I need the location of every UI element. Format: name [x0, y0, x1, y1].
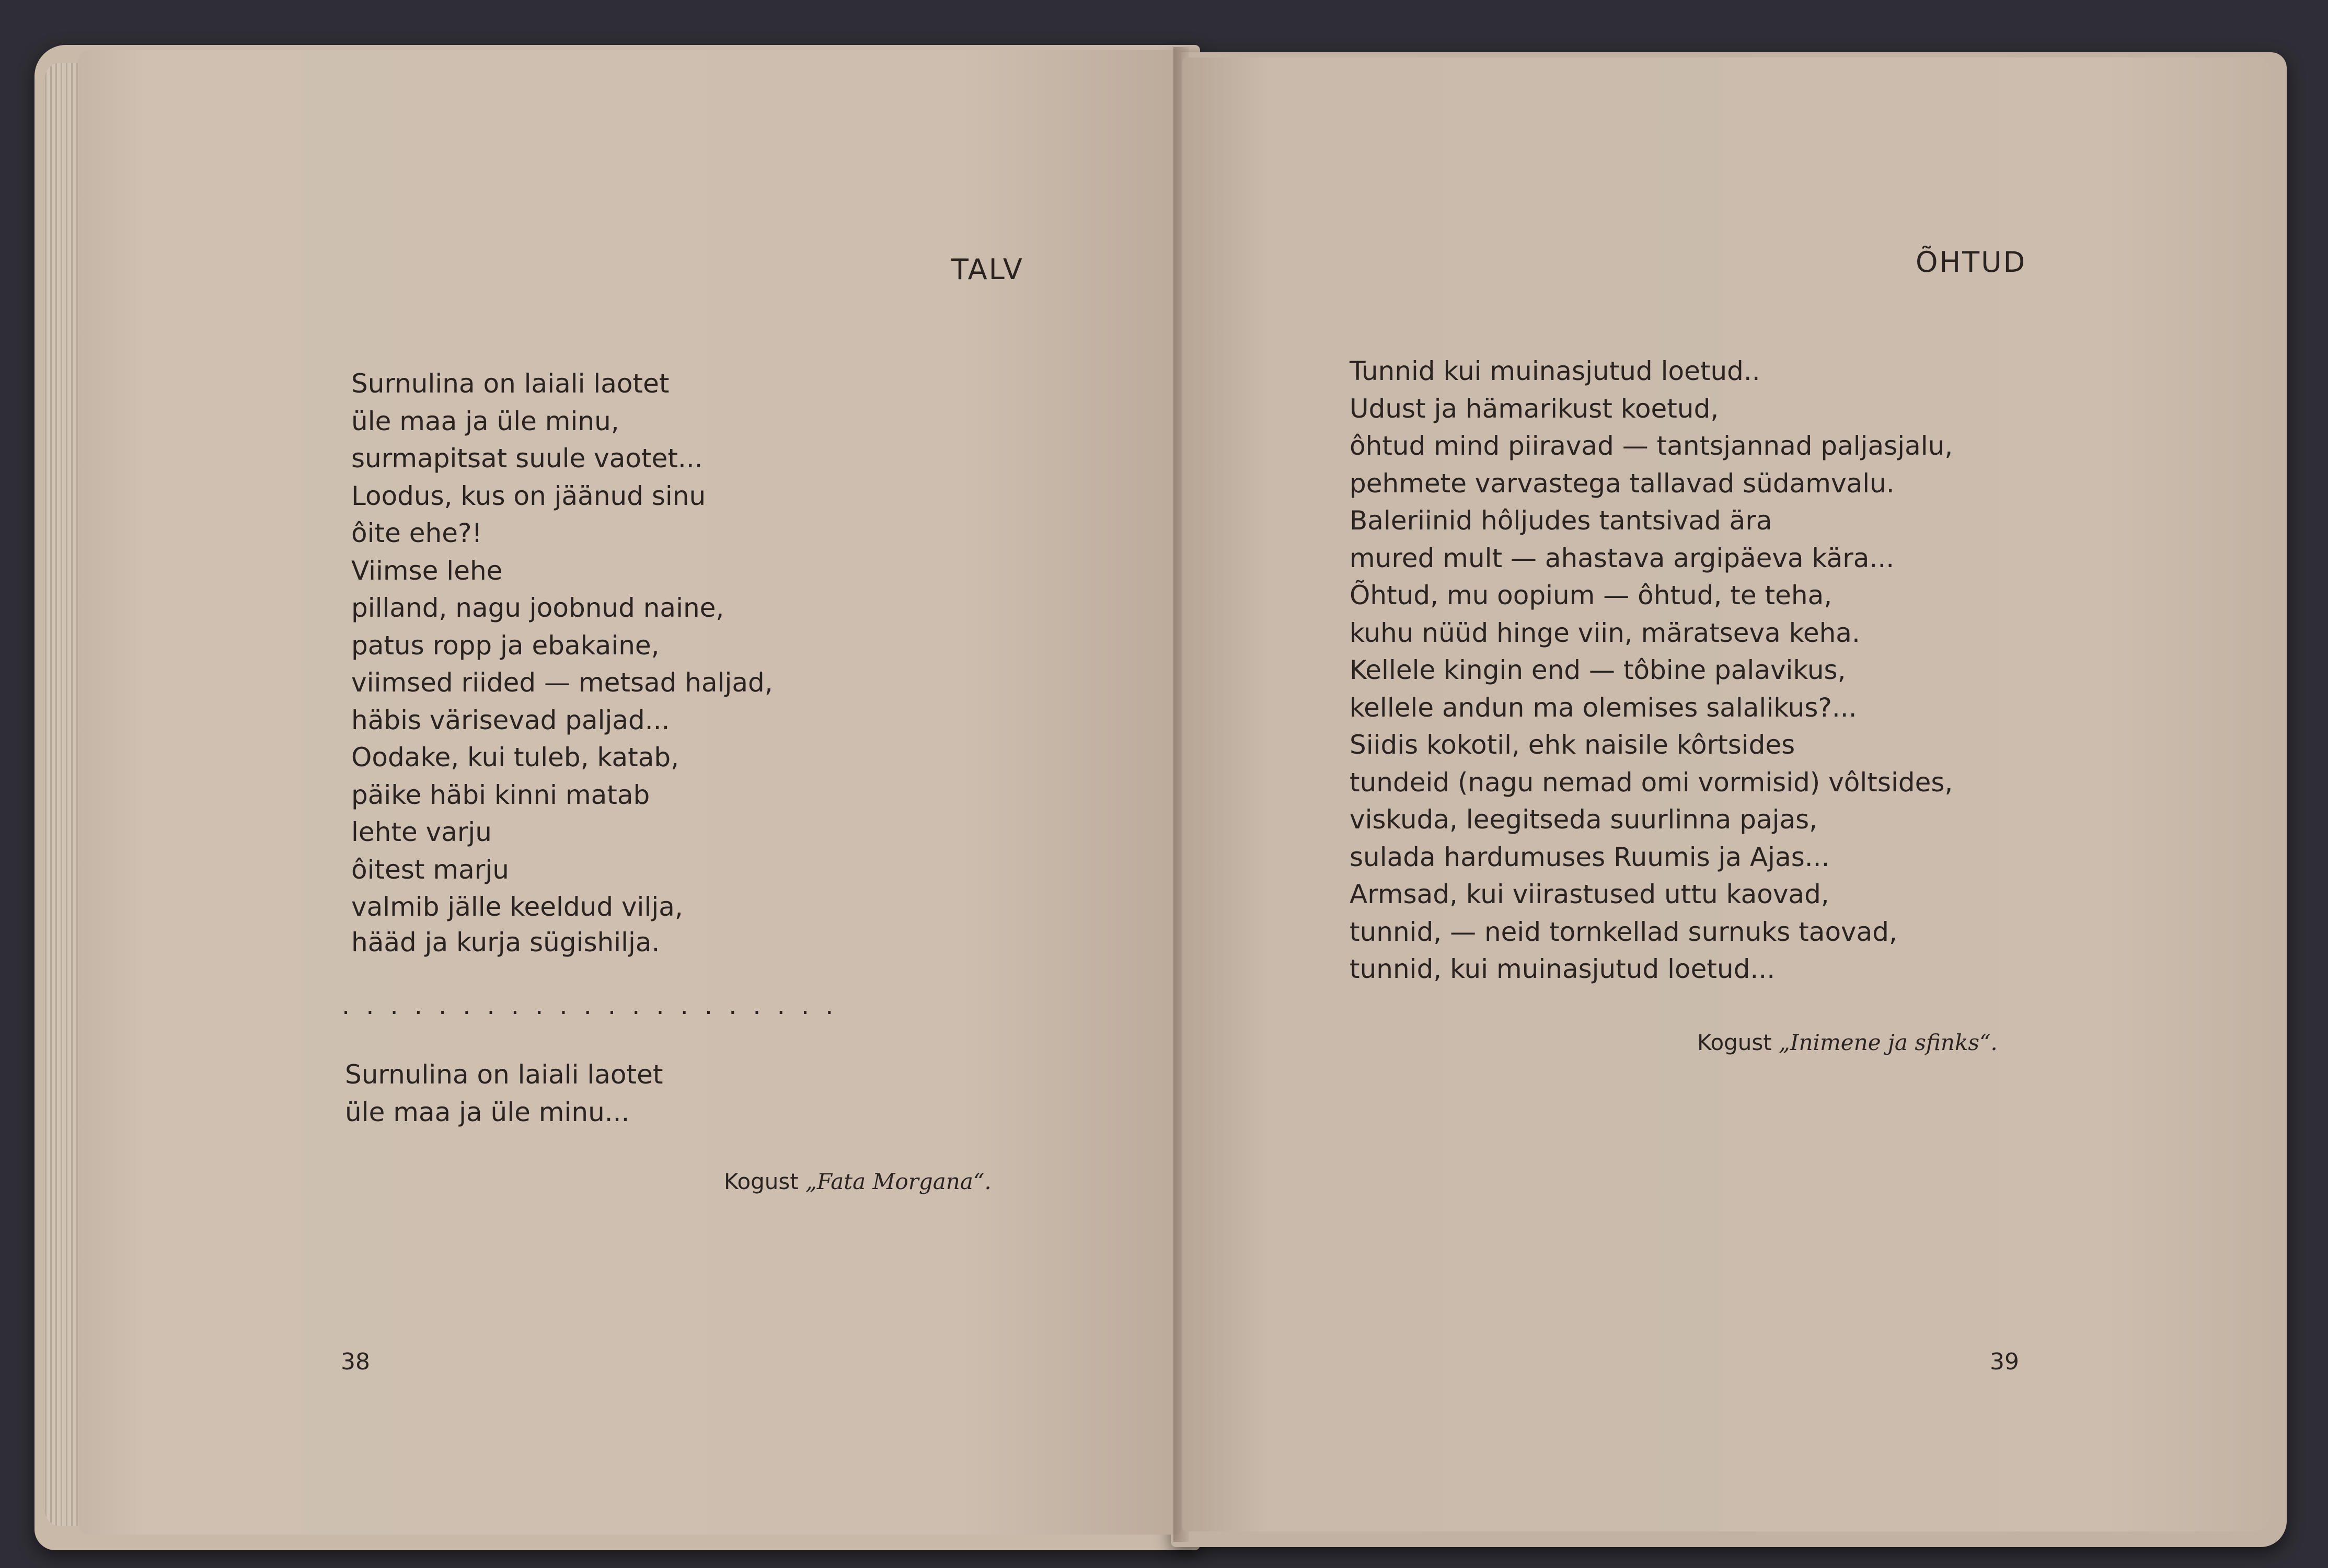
poem-line: Kellele kingin end — tôbine palavikus, — [1350, 655, 1846, 685]
poem-line: Tunnid kui muinasjutud loetud.. — [1350, 356, 1760, 386]
page-number: 39 — [1990, 1348, 2019, 1375]
poem-line: Udust ja hämarikust koetud, — [1350, 393, 1719, 424]
poem-line: Baleriinid hôljudes tantsivad ära — [1350, 505, 1772, 536]
poem-line: Oodake, kui tuleb, katab, — [351, 742, 679, 773]
poem-line: Surnulina on laiali laotet — [345, 1059, 663, 1090]
poem-title-talv: TALV — [951, 253, 1024, 286]
poem-ohtud — [1350, 353, 1953, 988]
poem-line: Loodus, kus on jäänud sinu — [351, 480, 706, 511]
poem-line: häbis värisevad paljad... — [351, 705, 670, 735]
poem-line: patus ropp ja ebakaine, — [351, 630, 660, 661]
poem-line: tunnid, kui muinasjutud loetud... — [1350, 954, 1776, 984]
poem-line: Siidis kokotil, ehk naisile kôrtsides — [1350, 730, 1795, 760]
poem-line: viskuda, leegitseda suurlinna pajas, — [1350, 804, 1818, 835]
poem-talv-stanza-2 — [345, 1056, 663, 1131]
poem-line: tundeid (nagu nemad omi vormisid) vôltsides, — [1350, 767, 1953, 798]
poem-line: surmapitsat suule vaotet... — [351, 443, 703, 474]
source-title: „Inimene ja sfinks“. — [1779, 1030, 1998, 1055]
source-title: „Fata Morgana“. — [805, 1169, 992, 1194]
poem-line: ôhtud mind piiravad — tantsjannad paljasjalu, — [1350, 431, 1953, 461]
poem-line: kellele andun ma olemises salalikus?... — [1350, 692, 1857, 723]
poem-line: pehmete varvastega tallavad südamvalu. — [1350, 468, 1895, 499]
poem-line: Viimse lehe — [351, 555, 503, 586]
left-page — [78, 50, 1181, 1535]
source-attribution — [1697, 1030, 1998, 1055]
poem-line: päike häbi kinni matab — [351, 779, 650, 810]
stanza-separator: ..................... — [342, 991, 850, 1020]
poem-line: Surnulina on laiali laotet — [351, 368, 670, 399]
poem-line: Armsad, kui viirastused uttu kaovad, — [1350, 879, 1829, 909]
page-edges — [45, 63, 82, 1526]
poem-line: lehte varju — [351, 817, 492, 847]
poem-line: kuhu nüüd hinge viin, märatseva keha. — [1350, 617, 1860, 648]
poem-talv-stanza-1 — [351, 365, 773, 959]
source-prefix: Kogust — [724, 1169, 806, 1194]
poem-line: üle maa ja üle minu, — [351, 406, 619, 436]
poem-line: Õhtud, mu oopium — ôhtud, te teha, — [1350, 580, 1833, 610]
poem-title-ohtud: ÕHTUD — [1916, 246, 2027, 279]
poem-line: pilland, nagu joobnud naine, — [351, 593, 724, 623]
poem-line: hääd ja kurja sügishilja. — [351, 927, 660, 958]
source-attribution — [724, 1169, 992, 1194]
poem-line: valmib jälle keeldud vilja, — [351, 892, 683, 922]
source-prefix: Kogust — [1697, 1030, 1779, 1055]
poem-line: tunnid, — neid tornkellad surnuks taovad, — [1350, 916, 1897, 947]
page-number: 38 — [341, 1348, 370, 1375]
poem-line: sulada hardumuses Ruumis ja Ajas... — [1350, 841, 1830, 872]
poem-line: mured mult — ahastava argipäeva kära... — [1350, 543, 1895, 573]
poem-line: ôitest marju — [351, 854, 509, 885]
poem-line: üle maa ja üle minu... — [345, 1097, 630, 1127]
poem-line: viimsed riided — metsad haljad, — [351, 667, 773, 698]
right-page — [1182, 57, 2269, 1531]
poem-line: ôite ehe?! — [351, 518, 482, 548]
